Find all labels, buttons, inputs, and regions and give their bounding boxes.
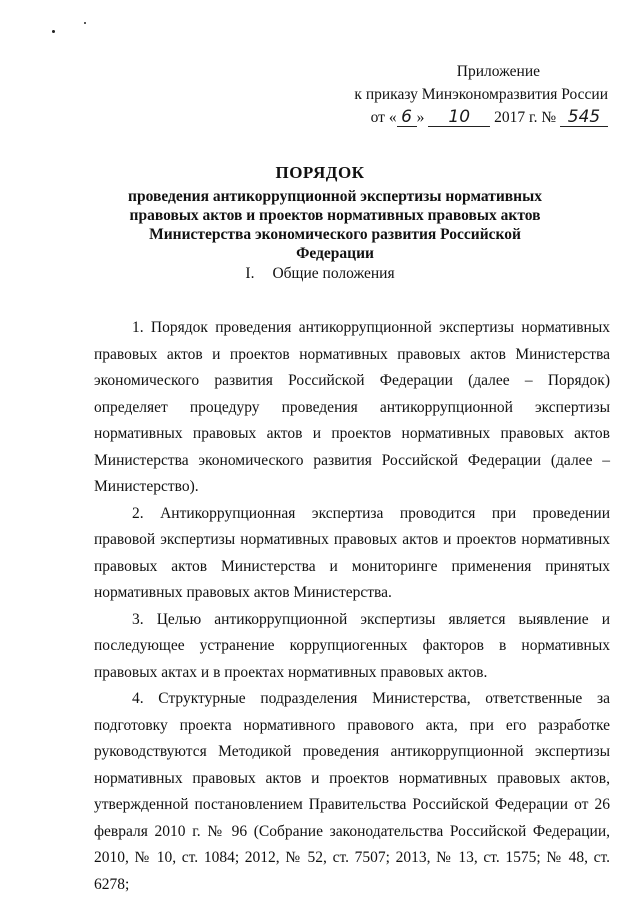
date-prefix: от « [370,109,397,126]
body-text [94,315,610,898]
appendix-order-ref: к приказу Минэкономразвития России [354,86,608,103]
document-title: ПОРЯДОК [275,163,365,182]
date-mid: » [416,109,425,126]
document-subtitle: проведения антикоррупционной экспертизы нормативных правовых актов и проектов нормативных правовых актов Министерства экономического развития Российской Федерации [128,188,542,262]
paragraph: 2. Антикоррупционная экспертиза проводится при проведении правовой экспертизы нормативных правовых актов и проектов нормативных правовых актов Министерства и мониторинге применения принятых нормативных правовых актов Министерства. [94,504,610,601]
date-day: 6 [397,108,417,127]
section-heading [0,265,640,283]
scan-speck [52,30,55,33]
appendix-block [318,60,608,129]
date-month: 10 [428,108,490,127]
paragraph: 1. Порядок проведения антикоррупционной экспертизы нормативных правовых актов и проектов нормативных правовых актов Министерства экономического развития Российской Федерации (далее – Порядок) определяет процедуру проведения антикоррупционной экспертизы нормативных правовых актов и проектов нормативных правовых актов Министерства экономического развития Российской Федерации (далее – Министерство). [94,319,610,495]
paragraph: 4. Структурные подразделения Министерства, ответственные за подготовку проекта нормативного правового акта, при его разработке руководствуются Методикой проведения антикоррупционной экспертизы нормативных правовых актов и проектов нормативных правовых актов, утвержденной постановлением Правительства Российской Федерации от 26 февраля 2010 г. № 96 (Собрание законодательства Российской Федерации, 2010, № 10, ст. 1084; 2012, № 52, ст. 7507; 2013, № 13, ст. 1575; № 48, ст. 6278; [94,690,610,893]
appendix-date-line [318,106,608,129]
paragraph: 3. Целью антикоррупционной экспертизы является выявление и последующее устранение коррупциогенных факторов в нормативных правовых актах и в проектах нормативных правовых актов. [94,610,610,681]
scan-speck [84,22,86,24]
section-title: Общие положения [272,265,395,282]
section-number: I. [245,265,255,282]
date-year: 2017 г. № [494,109,557,126]
order-number: 545 [560,108,608,127]
appendix-title: Приложение [456,63,540,80]
